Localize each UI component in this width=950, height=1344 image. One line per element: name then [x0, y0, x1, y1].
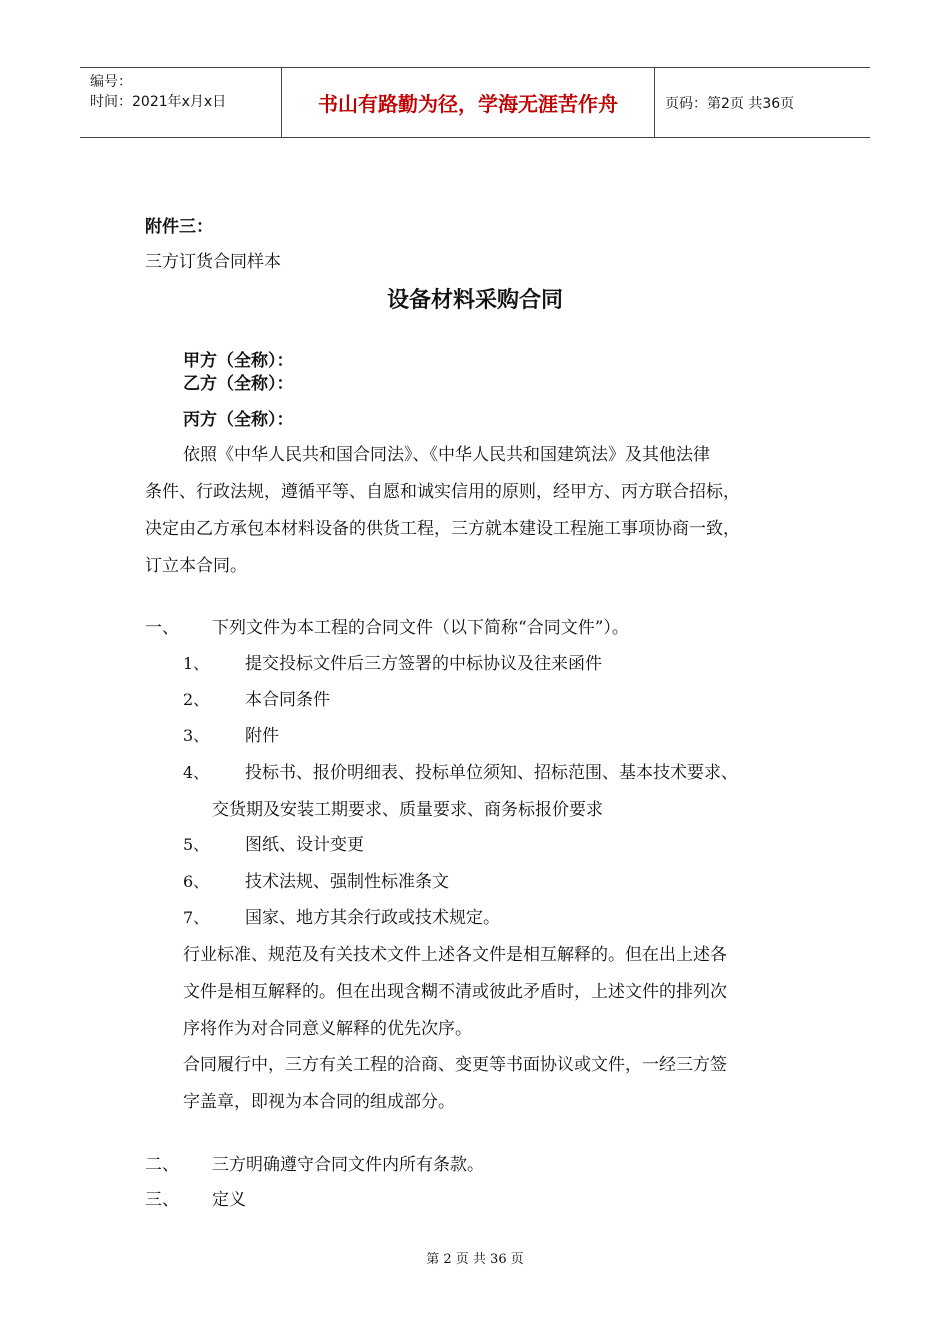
intro-line: 决定由乙方承包本材料设备的供货工程，三方就本建设工程施工事项协商一致， — [145, 519, 740, 539]
header-left-cell — [80, 68, 282, 137]
section-text: 三方明确遵守合同文件内所有条款。 — [212, 1155, 484, 1175]
list-item-text: 附件 — [245, 726, 279, 746]
list-item-number: 5、 — [183, 835, 210, 854]
list-item-number: 1、 — [183, 654, 210, 673]
paragraph-line: 行业标准、规范及有关技术文件上述各文件是相互解释的。但在出上述各 — [183, 945, 727, 965]
intro-line: 依照《中华人民共和国合同法》、《中华人民共和国建筑法》及其他法律 — [183, 445, 710, 465]
list-item-continuation: 交货期及安装工期要求、质量要求、商务标报价要求 — [212, 800, 603, 820]
list-item-number: 4、 — [183, 763, 210, 782]
section-number: 三、 — [145, 1190, 179, 1210]
list-item-number: 3、 — [183, 726, 210, 745]
header-motto: 书山有路勤为径，学海无涯苦作舟 — [318, 92, 618, 116]
intro-line: 条件、行政法规，遵循平等、自愿和诚实信用的原则，经甲方、丙方联合招标， — [145, 482, 740, 502]
header-right-cell — [655, 68, 870, 137]
attachment-label: 附件三： — [145, 217, 213, 237]
section-text: 下列文件为本工程的合同文件（以下简称“合同文件”）。 — [212, 618, 629, 638]
party-b: 乙方（全称）： — [183, 374, 294, 394]
doc-number-label: 编号： — [90, 74, 132, 90]
page-footer: 第 2 页 共 36 页 — [426, 1252, 524, 1267]
section-number: 一、 — [145, 618, 179, 638]
paragraph-line: 字盖章，即视为本合同的组成部分。 — [183, 1092, 455, 1112]
paragraph-line: 序将作为对合同意义解释的优先次序。 — [183, 1019, 472, 1039]
paragraph-line: 合同履行中，三方有关工程的洽商、变更等书面协议或文件，一经三方签 — [183, 1055, 727, 1075]
doc-subtitle: 三方订货合同样本 — [145, 252, 281, 272]
header-page-label: 页码：第2页 共36页 — [665, 95, 795, 112]
page-header — [80, 67, 870, 138]
list-item-number: 7、 — [183, 908, 210, 927]
intro-line: 订立本合同。 — [145, 556, 247, 576]
doc-title: 设备材料采购合同 — [386, 288, 563, 313]
header-motto-cell — [282, 68, 655, 137]
list-item-number: 6、 — [183, 872, 210, 891]
list-item-text: 投标书、报价明细表、投标单位须知、招标范围、基本技术要求、 — [245, 763, 738, 783]
party-c: 丙方（全称）： — [183, 410, 294, 430]
list-item-text: 提交投标文件后三方签署的中标协议及往来函件 — [245, 654, 602, 674]
doc-time-label: 时间：2021年x月x日 — [90, 94, 227, 110]
list-item-text: 技术法规、强制性标准条文 — [245, 872, 449, 892]
list-item-number: 2、 — [183, 690, 210, 709]
section-text: 定义 — [212, 1190, 246, 1210]
list-item-text: 国家、地方其余行政或技术规定。 — [245, 908, 500, 928]
paragraph-line: 文件是相互解释的。但在出现含糊不清或彼此矛盾时，上述文件的排列次 — [183, 982, 727, 1002]
list-item-text: 图纸、设计变更 — [245, 835, 364, 855]
section-number: 二、 — [145, 1155, 179, 1175]
list-item-text: 本合同条件 — [245, 690, 330, 710]
party-a: 甲方（全称）： — [183, 351, 294, 371]
